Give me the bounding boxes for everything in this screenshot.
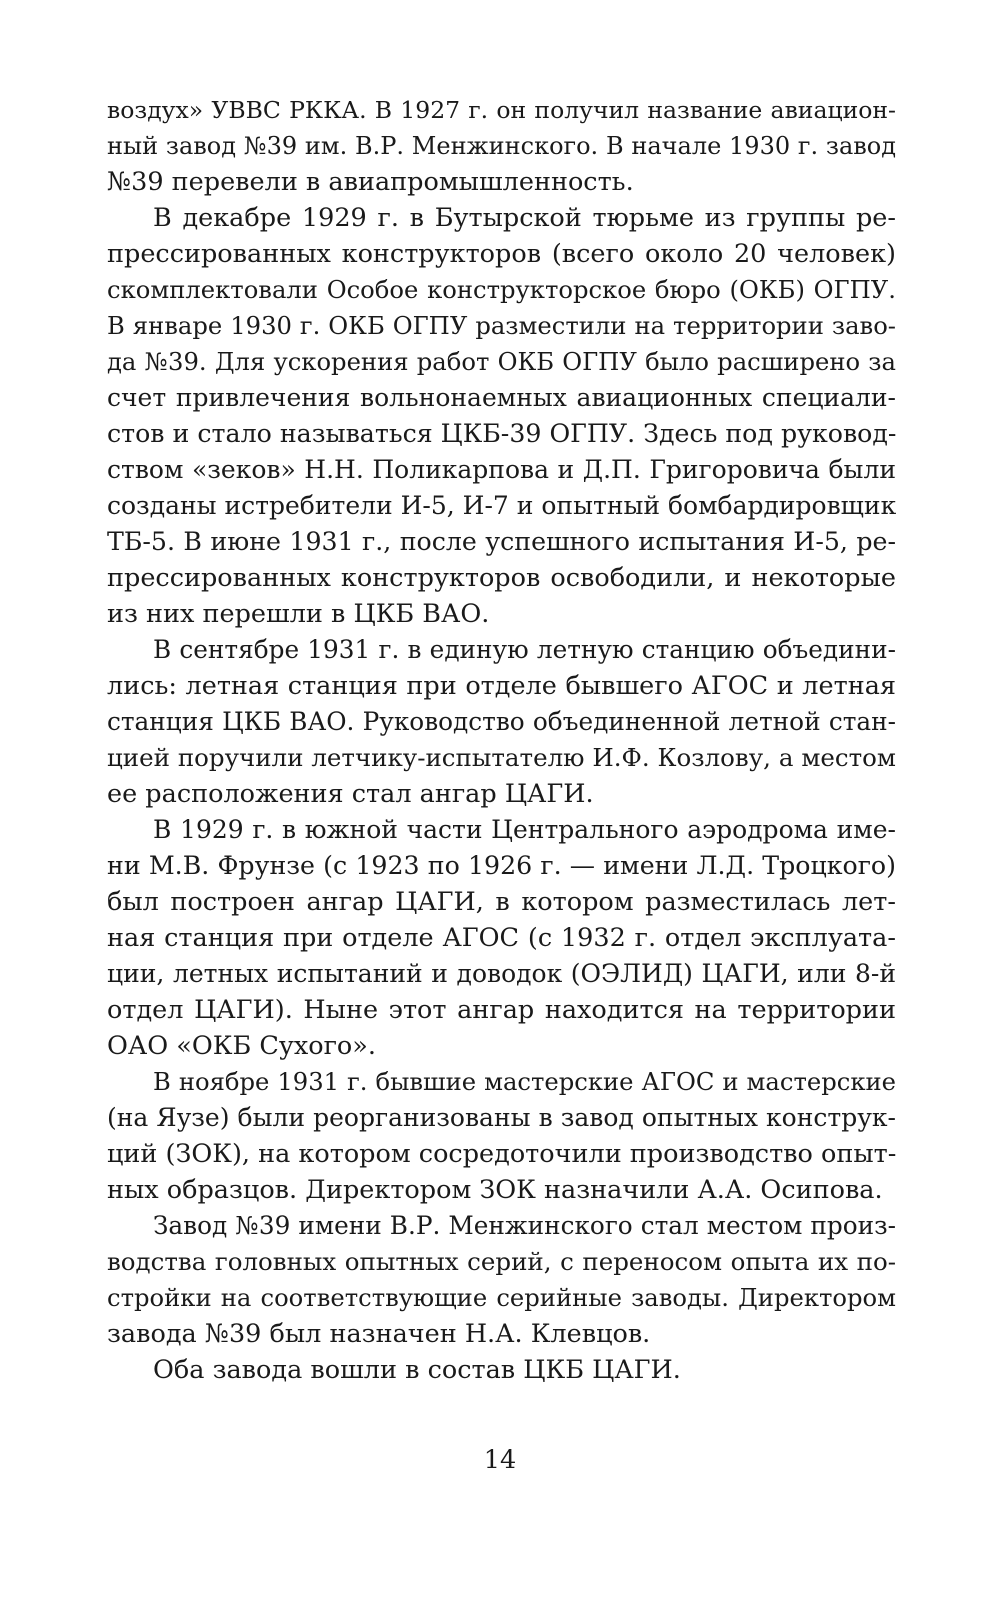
- text-line: прессированных конструкторов освободили, и некоторые: [107, 563, 896, 593]
- text-line: да №39. Для ускорения работ ОКБ ОГПУ было расширено за: [107, 347, 896, 376]
- paragraph-1: [107, 92, 896, 200]
- text-line: ций (ЗОК), на котором сосредоточили производство опыт-: [107, 1139, 897, 1169]
- paragraph-6: [107, 1208, 896, 1352]
- text-line: воздух» УВВС РККА. В 1927 г. он получил название авиацион-: [107, 96, 896, 124]
- text-line: водства головных опытных серий, с переносом опыта их по-: [107, 1247, 896, 1276]
- text-line: В ноябре 1931 г. бывшие мастерские АГОС и мастерские: [153, 1067, 896, 1096]
- page-body: [107, 92, 896, 1388]
- text-line: Завод №39 имени В.Р. Менжинского стал местом произ-: [153, 1211, 896, 1240]
- text-line: лись: летная станция при отделе бывшего АГОС и летная: [107, 671, 896, 701]
- text-line: прессированных конструкторов (всего около 20 человек): [107, 239, 896, 269]
- text-line: №39 перевели в авиапромышленность.: [107, 167, 634, 197]
- text-line: В декабре 1929 г. в Бутырской тюрьме из группы ре-: [153, 203, 896, 233]
- text-line: ных образцов. Директором ЗОК назначили А.А. Осипова.: [107, 1175, 883, 1205]
- text-line: В 1929 г. в южной части Центрального аэродрома име-: [153, 815, 896, 844]
- paragraph-2: [107, 200, 896, 632]
- text-line: ни М.В. Фрунзе (с 1923 по 1926 г. — имени Л.Д. Троцкого): [107, 851, 896, 880]
- text-line: ОАО «ОКБ Сухого».: [107, 1031, 376, 1061]
- paragraph-4: [107, 812, 896, 1064]
- paragraph-7: [107, 1352, 896, 1388]
- text-line: ный завод №39 им. В.Р. Менжинского. В начале 1930 г. завод: [107, 132, 896, 160]
- text-line: стов и стало называться ЦКБ-39 ОГПУ. Здесь под руковод-: [107, 419, 897, 448]
- text-line: ее расположения стал ангар ЦАГИ.: [107, 779, 594, 809]
- paragraph-3: [107, 632, 896, 812]
- text-line: цией поручили летчику-испытателю И.Ф. Козлову, а местом: [107, 743, 896, 772]
- text-line: станция ЦКБ ВАО. Руководство объединенной летной стан-: [107, 707, 896, 736]
- text-line: отдел ЦАГИ). Ныне этот ангар находится на территории: [107, 995, 896, 1025]
- text-line: скомплектовали Особое конструкторское бюро (ОКБ) ОГПУ.: [107, 275, 896, 304]
- text-line: В январе 1930 г. ОКБ ОГПУ разместили на территории заво-: [107, 311, 896, 340]
- text-line: завода №39 был назначен Н.А. Клевцов.: [107, 1319, 651, 1349]
- text-line: В сентябре 1931 г. в единую летную станцию объедини-: [153, 635, 896, 664]
- paragraph-5: [107, 1064, 896, 1208]
- text-line: (на Яузе) были реорганизованы в завод опытных конструк-: [107, 1103, 896, 1132]
- page-number: 14: [483, 1445, 517, 1475]
- text-line: созданы истребители И-5, И-7 и опытный бомбардировщик: [107, 491, 897, 520]
- text-line: счет привлечения вольнонаемных авиационных специали-: [107, 383, 896, 412]
- text-line: из них перешли в ЦКБ ВАО.: [107, 599, 490, 629]
- text-line: ством «зеков» Н.Н. Поликарпова и Д.П. Григоровича были: [107, 455, 896, 484]
- text-line: ная станция при отделе АГОС (с 1932 г. отдел эксплуата-: [107, 923, 896, 953]
- text-line: был построен ангар ЦАГИ, в котором разместилась лет-: [107, 887, 896, 917]
- text-line: Оба завода вошли в состав ЦКБ ЦАГИ.: [153, 1355, 681, 1385]
- text-line: стройки на соответствующие серийные заводы. Директором: [107, 1283, 896, 1312]
- text-line: ции, летных испытаний и доводок (ОЭЛИД) ЦАГИ, или 8-й: [107, 959, 896, 988]
- text-line: ТБ-5. В июне 1931 г., после успешного испытания И-5, ре-: [107, 527, 896, 556]
